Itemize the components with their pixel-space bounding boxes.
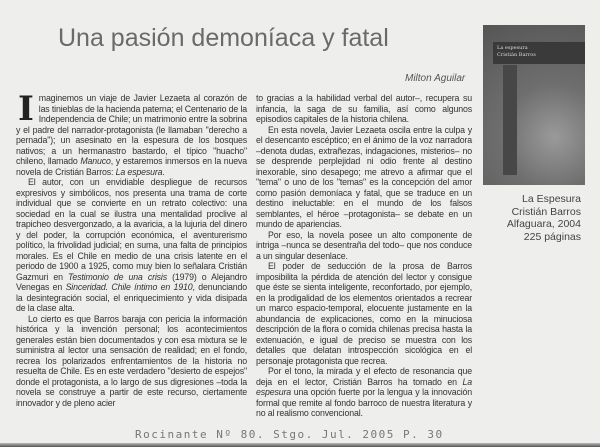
caption-author: Cristián Barros [511,205,581,218]
text-run: , denunciando la desintegración social, el enriquecimiento y vida disipada de la clase alta. [16,282,248,313]
paragraph [16,314,247,409]
paragraph [256,261,472,366]
book-caption [480,193,581,243]
caption-title: La Espesura [522,193,581,205]
text-run: to gracias a la habilidad verbal del autor–, recupera su infancia, la saga de su familia, así como algunos episodios capitales de la historia chilena. [256,93,472,124]
text-run: . [162,166,165,177]
handwritten-source-note: Rocinante Nº 80. Stgo. Jul. 2005 P. 30 [135,428,444,441]
text-run: Por el tono, la mirada y el efecto de resonancia que deja en el lector, Cristián Barros ha tornado en [256,366,472,387]
caption-pages: 225 páginas [523,230,581,243]
text-run: , y estaremos inmersos en la nueva novela de Cristián Barros: [16,156,247,177]
text-run: Por eso, la novela posee un alto componente de intriga –nunca se desentraña del todo– que nos conduce a un singular desenlace. [256,229,472,261]
italic-text: Testimonio de una crisis [67,271,167,282]
article-title: Una pasión demoníaca y fatal [58,24,389,52]
article-column-2 [256,93,472,419]
text-run: (1979) o Alejandro Venegas en [16,271,247,292]
paragraph [256,93,472,125]
text-run: Lo cierto es que Barros baraja con pericia la información histórica y la invención personal; los acontecimientos generales están bien documentados y con esa mixtura se le suministra al lector una sensación de realidad; en el fondo, recrea los polarizados enfrentamientos de la historia no resuelta de Chile. Es en este verdadero "desierto de espejos" donde el protagonista, a lo largo de sus digresiones –toda la novela se construye a partir de este recurso, ciertamente innovador y de pleno acier [16,313,247,408]
paragraph [256,125,472,230]
article-column-1 [16,89,248,408]
book-cover-image [483,25,585,185]
italic-text: La espesura [256,376,472,397]
cover-tree [503,65,517,175]
text-run: maginemos un viaje de Javier Lezaeta al corazón de las tinieblas de la hacienda paterna; el Centenario de la Independencia de Chile; un matrimonio entre la sobrina y el padre del narrador-protagonista (le llamaban "derecho a pernada"); un asesinato en la espesura de los bosques nativos; a un hermanastro bastardo, el típico "huacho" chileno, llamado [16,93,247,166]
paragraph [16,177,247,314]
paragraph [256,366,472,419]
italic-text: La espesura [115,166,163,177]
scan-edge [0,443,600,447]
drop-cap: I [18,89,34,129]
text-run: El autor, con un envidiable despliegue de recursos expresivos y simbólicos, nos presenta una trama de corte individual que se convierte en un retrato colectivo: una sociedad en la cual se ilustra una mentalidad proclive al trapicheo desvergonzado, a la avaricia, a la lujuria del dinero y del poder, la corrupción económica, el aventurerismo político, la frivolidad judicial; en suma, una falta de principios morales. Es el Chile en medio de una crisis latente en el periodo de 1900 a 1925, como muy bien lo señalara Cristián Gazmuri en [16,177,247,282]
cover-author: Cristián Barros [497,52,536,58]
author-byline: Milton Aguilar [405,73,466,84]
italic-text: Sinceridad. Chile íntimo en 1910 [65,282,193,292]
caption-publisher: Alfaguara, 2004 [506,218,581,230]
text-run: En esta novela, Javier Lezaeta oscila entre la culpa y el desencanto escéptico; en el ánimo de la voz narradora –denota dudas, extrañezas, indagaciones, misterios– no se desprende perplejidad ni odio frente al destino inexorable, sino desapego; me atrevo a afirmar que el "tema" o uno de los "temas" es la concepción del amor como pasión demoníaca y fatal, que se traduce en un destino ineluctable: en el mundo de los falsos semblantes, el héroe –protagonista– se debate en un mundo de apariencias. [256,124,472,229]
italic-text: Manuco [80,156,111,166]
cover-text [497,45,536,59]
paragraph [256,230,472,262]
cover-title: La espesura [497,45,528,51]
paragraph [16,89,247,177]
text-run: una opción fuerte por la lengua y la innovación formal que remite al fondo barroco de nuestra literatura y no al realismo convencional. [256,387,472,418]
text-run: El poder de seducción de la prosa de Barros imposibilita la pérdida de atención del lector y consigue que éste se sienta inteligente, reconfortado, por ejemplo, en la prodigalidad de los elementos orientados a recrear un marco espacio-temporal, elocuente justamente en la abundancia de explicaciones, como en la minuciosa descripción de la flora o comida chilenas precisa hasta la extenuación, e igual de preciso se muestra con los detalles que delatan introspección sicológica en el personaje protagonista que recrea. [256,261,472,366]
